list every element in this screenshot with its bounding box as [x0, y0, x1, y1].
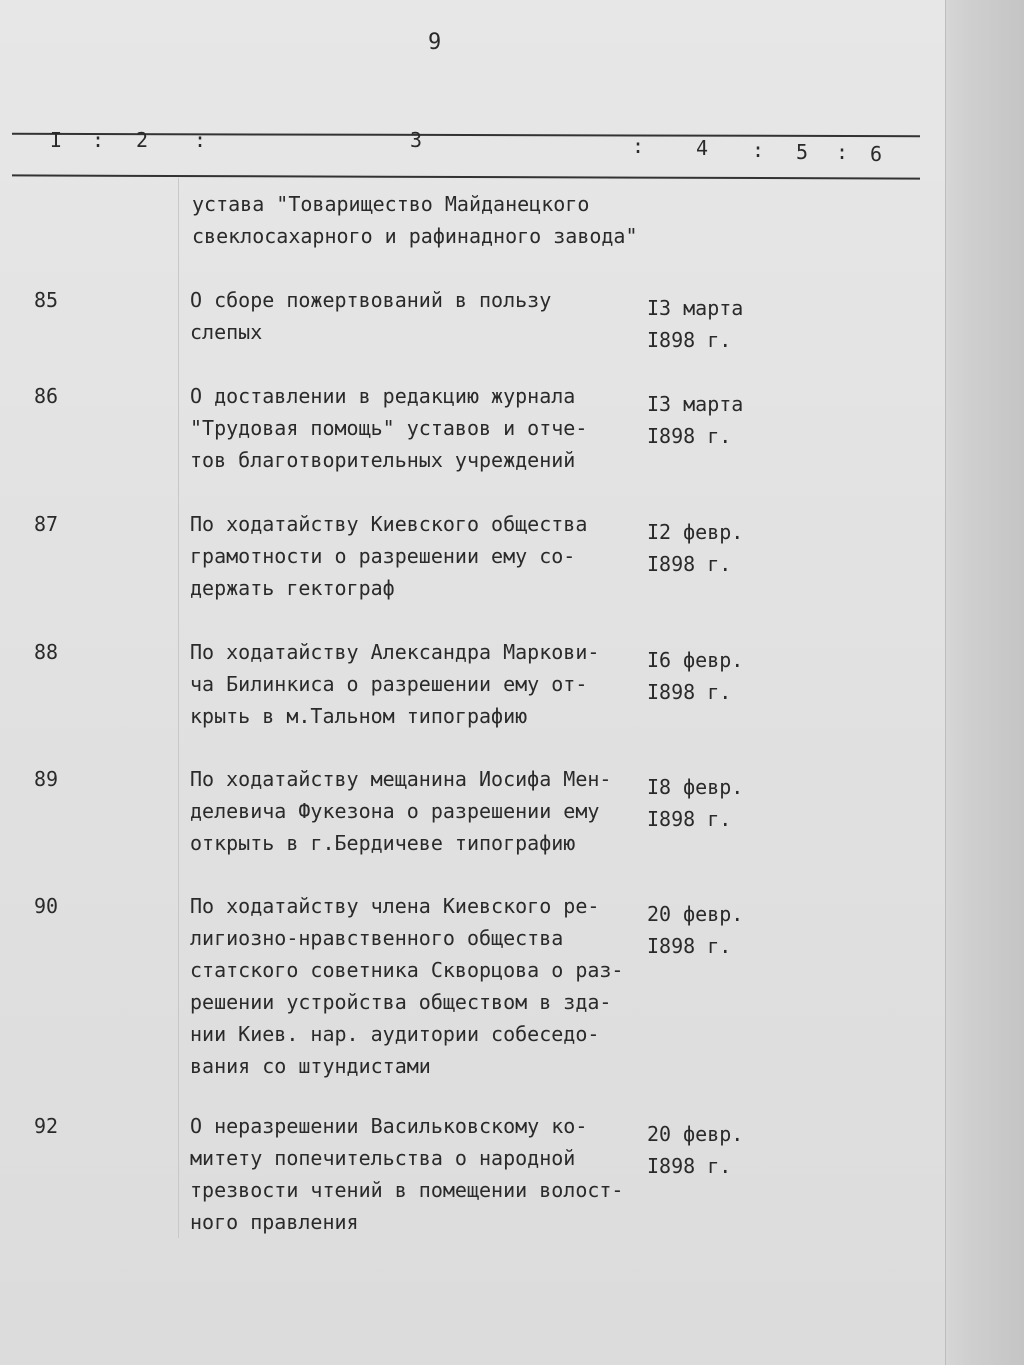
row-title-line: "Трудовая помощь" уставов и отче-: [190, 416, 588, 440]
row-date-line: 20 февр.: [647, 902, 744, 926]
row-date-line: I898 г.: [647, 424, 732, 448]
row-title-line: крыть в м.Тальном типографию: [190, 704, 528, 728]
row-title-line: По ходатайству Киевского общества: [190, 512, 588, 536]
row-title-line: По ходатайству Александра Маркови-: [190, 640, 600, 664]
row-title-line: По ходатайству члена Киевского ре-: [190, 894, 600, 918]
row-title-line: тов благотворительных учреждений: [190, 448, 576, 472]
row-title-line: О неразрешении Васильковскому ко-: [190, 1114, 588, 1138]
row-date-line: I898 г.: [647, 680, 732, 704]
column-header-5: 5: [796, 140, 809, 164]
row-date-line: I2 февр.: [647, 520, 744, 544]
column-header-6: 6: [870, 142, 883, 166]
page-number: 9: [428, 30, 442, 55]
row-date-line: I898 г.: [647, 807, 732, 831]
column-separator: :: [92, 128, 105, 152]
row-title-line: ного правления: [190, 1210, 359, 1234]
row-number: 88: [34, 640, 59, 664]
row-title-line: ча Билинкиса о разрешении ему от-: [190, 672, 588, 696]
row-date-line: I898 г.: [647, 552, 732, 576]
row-title-line: грамотности о разрешении ему со-: [190, 544, 576, 568]
row-title-line: О сборе пожертвований в пользу: [190, 288, 552, 312]
continuation-line: свеклосахарного и рафинадного завода": [192, 224, 638, 248]
row-date-line: I898 г.: [647, 934, 732, 958]
row-date-line: I3 марта: [647, 296, 744, 320]
column-header-3: 3: [410, 128, 423, 152]
row-title-line: лигиозно-нравственного общества: [190, 926, 564, 950]
row-number: 87: [34, 512, 59, 536]
row-number: 90: [34, 894, 59, 918]
page-edge: [945, 0, 1024, 1365]
row-number: 86: [34, 384, 59, 408]
column-header-2: 2: [136, 128, 149, 152]
row-title-line: делевича Фукезона о разрешении ему: [190, 799, 600, 823]
column-header-4: 4: [696, 136, 709, 160]
row-title-line: О доставлении в редакцию журнала: [190, 384, 576, 408]
row-title-line: нии Киев. нар. аудитории собеседо-: [190, 1022, 600, 1046]
row-date-line: 20 февр.: [647, 1122, 744, 1146]
row-date-line: I898 г.: [647, 328, 732, 352]
column-separator: :: [752, 138, 765, 162]
row-number: 92: [34, 1114, 59, 1138]
row-number: 85: [34, 288, 59, 312]
column-divider: [178, 178, 179, 1238]
row-title-line: По ходатайству мещанина Иосифа Мен-: [190, 767, 612, 791]
column-separator: :: [836, 140, 849, 164]
row-date-line: I6 февр.: [647, 648, 744, 672]
row-title-line: трезвости чтений в помещении волост-: [190, 1178, 624, 1202]
continuation-line: устава "Товарищество Майданецкого: [192, 192, 590, 216]
row-title-line: решении устройства обществом в зда-: [190, 990, 612, 1014]
row-title-line: вания со штундистами: [190, 1054, 431, 1078]
row-title-line: статского советника Скворцова о раз-: [190, 958, 624, 982]
column-separator: :: [632, 134, 645, 158]
row-date-line: I8 февр.: [647, 775, 744, 799]
row-title-line: слепых: [190, 320, 263, 344]
row-number: 89: [34, 767, 59, 791]
row-title-line: открыть в г.Бердичеве типографию: [190, 831, 576, 855]
row-date-line: I898 г.: [647, 1154, 732, 1178]
row-date-line: I3 марта: [647, 392, 744, 416]
column-separator: :: [194, 128, 207, 152]
row-title-line: митету попечительства о народной: [190, 1146, 576, 1170]
column-header-1: I: [50, 128, 63, 152]
row-title-line: держать гектограф: [190, 576, 395, 600]
